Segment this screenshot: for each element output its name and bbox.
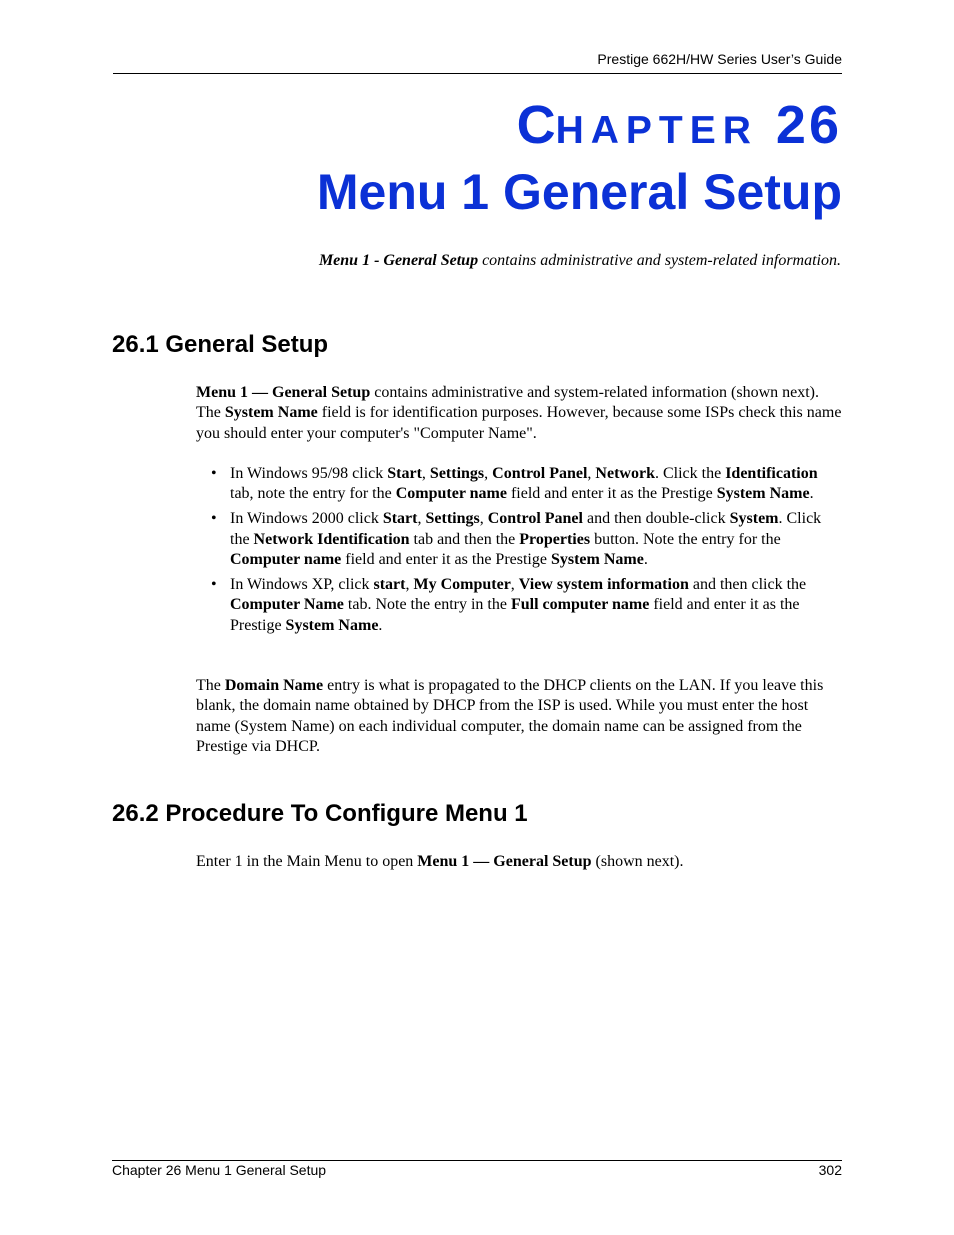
text-run: Menu 1 — General Setup [417, 853, 592, 870]
text-run: Computer name [230, 551, 342, 569]
text-run: . Click the [654, 465, 726, 482]
text-run: , [417, 510, 426, 528]
text-run: Network [595, 465, 655, 482]
text-run: Control Panel [487, 510, 583, 528]
chapter-label-rest: HAPTER [555, 109, 758, 152]
chapter-intro [319, 252, 841, 270]
text-run: Settings [429, 465, 485, 482]
text-run: start [373, 576, 406, 594]
text-run: and then click the [688, 576, 807, 594]
text-run: tab, note the entry for the [230, 485, 396, 503]
text-run: and then double-click [582, 510, 730, 528]
chapter-number: 26 [775, 95, 842, 155]
text-run: field and enter it as the Prestige [230, 596, 800, 634]
text-run: button. Note the entry for the [590, 530, 781, 548]
text-run: Start [387, 465, 422, 482]
text-run: Computer name [395, 485, 507, 503]
text-run: Network Identification [253, 530, 410, 548]
list-item [196, 575, 844, 636]
text-run: field is for identification purposes. However, because some ISPs check this name you should enter your computer's "Computer Name". [196, 404, 842, 442]
text-run: In Windows 2000 click [230, 510, 383, 528]
text-run: contains administrative and system-related information (shown next). The [196, 384, 819, 422]
text-run: , [405, 576, 414, 594]
section-heading-26-2: 26.2 Procedure To Configure Menu 1 [112, 800, 528, 827]
text-run: tab and then the [409, 530, 520, 548]
intro-bold: Menu 1 - General Setup [318, 252, 479, 269]
section2-paragraph [196, 852, 844, 872]
text-run: tab. Note the entry in the [343, 596, 511, 614]
text-run: . [643, 551, 648, 569]
running-header: Prestige 662H/HW Series User’s Guide [597, 51, 842, 67]
footer-chapter-title: Chapter 26 Menu 1 General Setup [112, 1162, 327, 1178]
text-run: Properties [519, 530, 591, 548]
chapter-label [516, 95, 842, 155]
text-run: System Name [224, 404, 318, 422]
text-run: Start [382, 510, 418, 528]
intro-text: contains administrative and system-related information. [478, 252, 841, 269]
text-run: . Click the [230, 510, 822, 548]
text-run: Computer Name [230, 596, 344, 614]
text-run: The [196, 677, 225, 694]
chapter-title: Menu 1 General Setup [316, 164, 842, 220]
text-run: In Windows XP, click [230, 576, 374, 594]
text-run: My Computer [413, 576, 511, 594]
text-run: System Name [550, 551, 644, 569]
text-run: View system information [518, 576, 689, 594]
text-run: Settings [425, 510, 480, 528]
text-run: field and enter it as the Prestige [341, 551, 551, 569]
text-run: , [479, 510, 488, 528]
header-rule [113, 73, 842, 74]
list-item [196, 509, 844, 570]
text-run: (shown next). [591, 853, 684, 870]
text-run: In Windows 95/98 click [230, 465, 388, 482]
text-run: Control Panel [492, 465, 588, 482]
list-item [196, 464, 844, 505]
text-run: . [378, 616, 383, 634]
text-run: , [510, 576, 519, 594]
text-run: System Name [716, 485, 810, 503]
page-number: 302 [818, 1162, 842, 1178]
text-run: Identification [725, 465, 818, 482]
text-run: System [729, 510, 779, 528]
section-heading-26-1: 26.1 General Setup [112, 331, 329, 358]
text-run: , [484, 465, 493, 482]
text-run: , [421, 465, 430, 482]
text-run: , [587, 465, 596, 482]
text-run: field and enter it as the Prestige [506, 485, 717, 503]
section1-paragraph-2 [196, 676, 844, 758]
text-run: Enter 1 in the Main Menu to open [196, 853, 418, 870]
text-run: Domain Name [224, 677, 324, 694]
section1-paragraph-1 [196, 383, 844, 444]
footer-rule [112, 1160, 842, 1161]
text-run: System Name [285, 616, 379, 634]
chapter-label-initial: C [516, 95, 556, 155]
text-run: entry is what is propagated to the DHCP clients on the LAN. If you leave this blank, the domain name obtained by DHCP from the ISP is used. While you must enter the host name (System Name) on each individual computer, the domain name can be assigned from the Prestige via DHCP. [196, 677, 824, 756]
bullet-list [196, 464, 844, 641]
text-run: Menu 1 — General Setup [196, 384, 371, 401]
text-run: . [809, 485, 814, 503]
text-run: Full computer name [510, 596, 650, 614]
